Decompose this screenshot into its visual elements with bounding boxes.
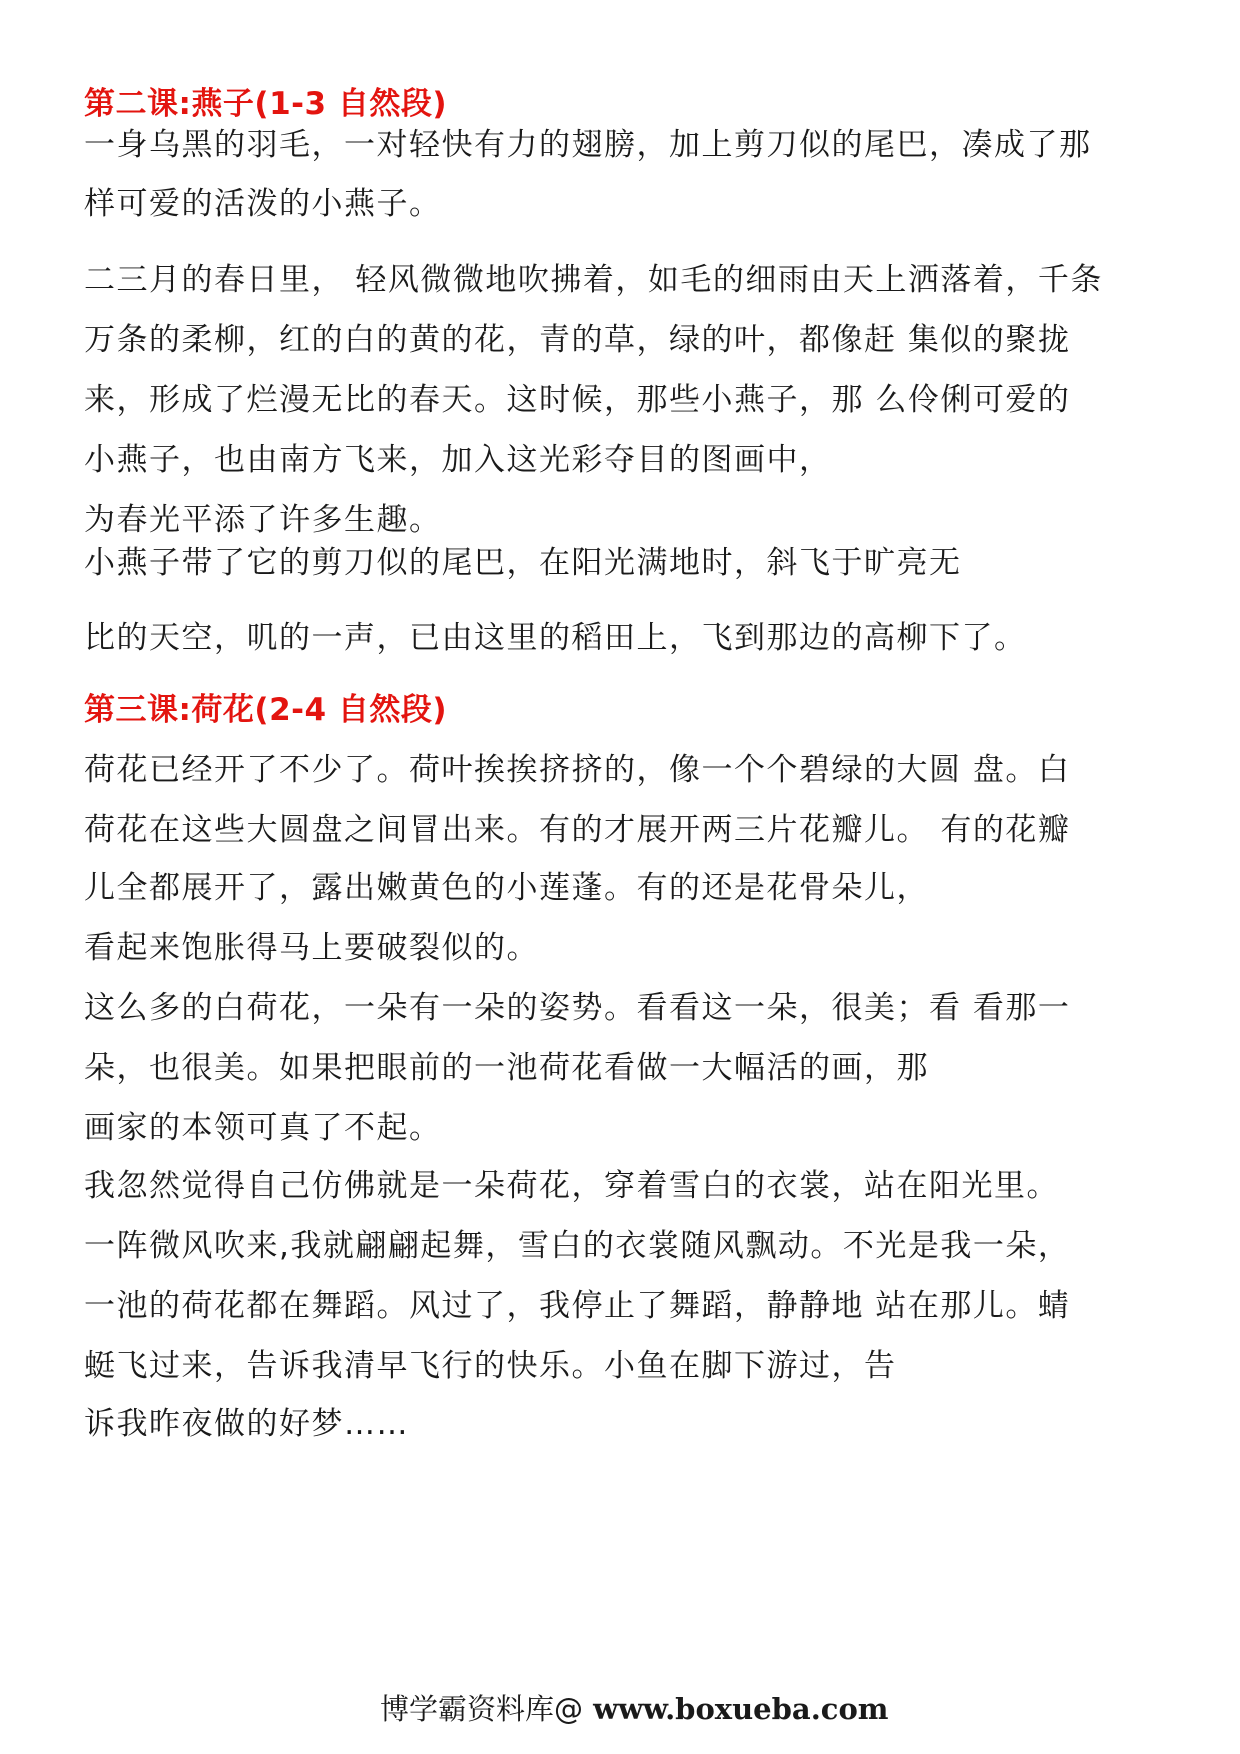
lesson3-line: 儿全都展开了，露出嫩黄色的小莲蓬。有的还是花骨朵儿， (84, 870, 929, 906)
lesson2-line: 来，形成了烂漫无比的春天。这时候，那些小燕子，那 么伶俐可爱的 (84, 382, 1071, 418)
lesson3-line: 这么多的白荷花，一朵有一朵的姿势。看看这一朵，很美；看 看那一 (84, 990, 1071, 1026)
lesson2-heading: 第二课:燕子(1-3 自然段) (84, 86, 448, 122)
lesson3-line: 荷花已经开了不少了。荷叶挨挨挤挤的，像一个个碧绿的大圆 盘。白 (84, 752, 1071, 788)
lesson3-line: 一池的荷花都在舞蹈。风过了，我停止了舞蹈，静静地 站在那儿。蜻 (84, 1288, 1071, 1324)
lesson3-line: 我忽然觉得自己仿佛就是一朵荷花，穿着雪白的衣裳，站在阳光里。 (84, 1168, 1059, 1204)
lesson3-line: 荷花在这些大圆盘之间冒出来。有的才展开两三片花瓣儿。 有的花瓣 (84, 812, 1071, 848)
footer-brand: 博学霸资料库@ (380, 1692, 584, 1726)
lesson3-line: 蜓飞过来，告诉我清早飞行的快乐。小鱼在脚下游过，告 (84, 1348, 897, 1384)
lesson2-line: 样可爱的活泼的小燕子。 (84, 186, 442, 222)
lesson2-line: 比的天空，叽的一声，已由这里的稻田上，飞到那边的高柳下了。 (84, 620, 1027, 656)
lesson2-line: 一身乌黑的羽毛，一对轻快有力的翅膀，加上剪刀似的尾巴，凑成了那 (84, 127, 1092, 163)
lesson2-line: 小燕子，也由南方飞来，加入这光彩夺目的图画中， (84, 442, 832, 478)
lesson3-line: 诉我昨夜做的好梦…… (84, 1406, 409, 1442)
lesson3-line: 看起来饱胀得马上要破裂似的。 (84, 930, 539, 966)
lesson2-line: 小燕子带了它的剪刀似的尾巴，在阳光满地时，斜飞于旷亮无 (84, 545, 962, 581)
lesson3-line: 朵，也很美。如果把眼前的一池荷花看做一大幅活的画，那 (84, 1050, 929, 1086)
lesson2-line: 为春光平添了许多生趣。 (84, 502, 442, 538)
lesson3-heading: 第三课:荷花(2-4 自然段) (84, 692, 448, 728)
lesson2-line: 万条的柔柳，红的白的黄的花，青的草，绿的叶，都像赶 集似的聚拢 (84, 322, 1071, 358)
lesson3-line: 画家的本领可真了不起。 (84, 1110, 442, 1146)
footer-watermark (380, 1689, 888, 1729)
lesson2-line: 二三月的春日里， 轻风微微地吹拂着，如毛的细雨由天上洒落着，千条 (84, 262, 1103, 298)
lesson3-line: 一阵微风吹来,我就翩翩起舞，雪白的衣裳随风飘动。不光是我一朵， (84, 1228, 1071, 1264)
footer-site: www.boxueba.com (583, 1692, 889, 1726)
